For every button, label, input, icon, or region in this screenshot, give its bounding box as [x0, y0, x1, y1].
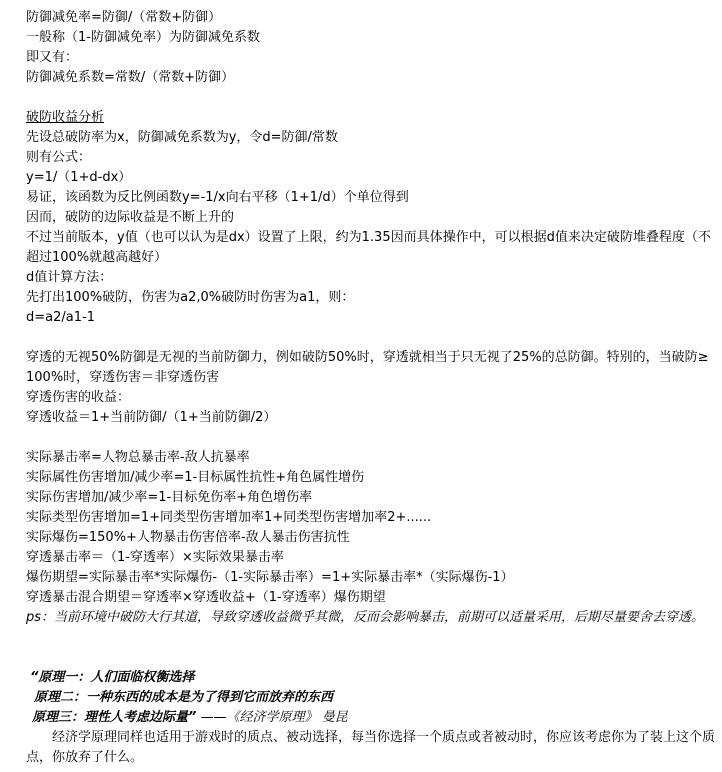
formula-line: 实际暴击率=人物总暴击率-敌人抗暴率: [26, 450, 250, 465]
text-line: 防御减免系数=常数/（常数+防御）: [26, 70, 235, 85]
quote-principle-three-row: [26, 708, 716, 728]
formula-line: 穿透暴击混合期望＝穿透率×穿透收益+（1-穿透率）爆伤期望: [26, 590, 386, 605]
formula-line: 穿透收益＝1+当前防御/（1+当前防御/2）: [26, 410, 277, 425]
document-body: [26, 8, 716, 768]
formula-line: 实际伤害增加/减少率=1-目标免伤率+角色增伤率: [26, 490, 313, 505]
text-paragraph: 穿透的无视50%防御是无视的当前防御力，例如破防50%时，穿透就相当于只无视了25%的总防御。特别的，当破防≥100%时，穿透伤害＝非穿透伤害: [26, 350, 709, 385]
blank-line: [26, 648, 716, 668]
text-line: 即又有：: [26, 50, 79, 65]
formula-line: 实际属性伤害增加/减少率=1-目标属性抗性+角色属性增伤: [26, 470, 365, 485]
text-line: 则有公式：: [26, 150, 92, 165]
text-line: 一般称（1-防御减免率）为防御减免系数: [26, 30, 260, 45]
text-line: d值计算方法：: [26, 270, 113, 285]
quote-principle-two: 原理二：一种东西的成本是为了得到它而放弃的东西: [34, 690, 334, 705]
blank-line: [26, 328, 716, 348]
text-line: 穿透伤害的收益：: [26, 390, 131, 405]
text-line: 先设总破防率为x，防御减免系数为y，令d=防御/常数: [26, 130, 338, 145]
quote-principle-three: 原理三：理性人考虑边际量”: [32, 710, 197, 725]
ps-note: ps：当前环境中破防大行其道，导致穿透收益微乎其微，反而会影响暴击，前期可以适量采用，后期尽量要舍去穿透。: [26, 610, 705, 625]
blank-line: [26, 428, 716, 448]
quote-principle-one: “原理一：人们面临权衡选择: [30, 670, 195, 685]
blank-line: [26, 88, 716, 108]
text-line: 因而，破防的边际收益是不断上升的: [26, 210, 235, 225]
formula-line: 实际爆伤=150%+人物暴击伤害倍率-敌人暴击伤害抗性: [26, 530, 350, 545]
quote-author: ——《经济学原理》 曼昆: [200, 710, 348, 725]
formula-line: 穿透暴击率＝（1-穿透率）×实际效果暴击率: [26, 550, 284, 565]
section-heading: 破防收益分析: [26, 110, 105, 125]
text-line: 易证，该函数为反比例函数y=-1/x向右平移（1+1/d）个单位得到: [26, 190, 409, 205]
text-paragraph: 经济学原理同样也适用于游戏时的质点、被动选择，每当你选择一个质点或者被动时，你应该考虑你为了装上这个质点，你放弃了什么。: [26, 730, 716, 765]
text-paragraph: 不过当前版本，y值（也可以认为是dx）设置了上限，约为1.35因而具体操作中，可以根据d值来决定破防堆叠程度（不超过100%就越高越好）: [26, 230, 711, 265]
formula-line: 爆伤期望=实际暴击率*实际爆伤-（1-实际暴击率）=1+实际暴击率*（实际爆伤-1）: [26, 570, 514, 585]
text-line: 防御减免率=防御/（常数+防御）: [26, 10, 222, 25]
formula-line: y=1/（1+d-dx）: [26, 170, 132, 185]
formula-line: d=a2/a1-1: [26, 310, 95, 325]
text-line: 先打出100%破防，伤害为a2,0%破防时伤害为a1，则：: [26, 290, 355, 305]
formula-line: 实际类型伤害增加=1+同类型伤害增加率1+同类型伤害增加率2+......: [26, 510, 432, 525]
